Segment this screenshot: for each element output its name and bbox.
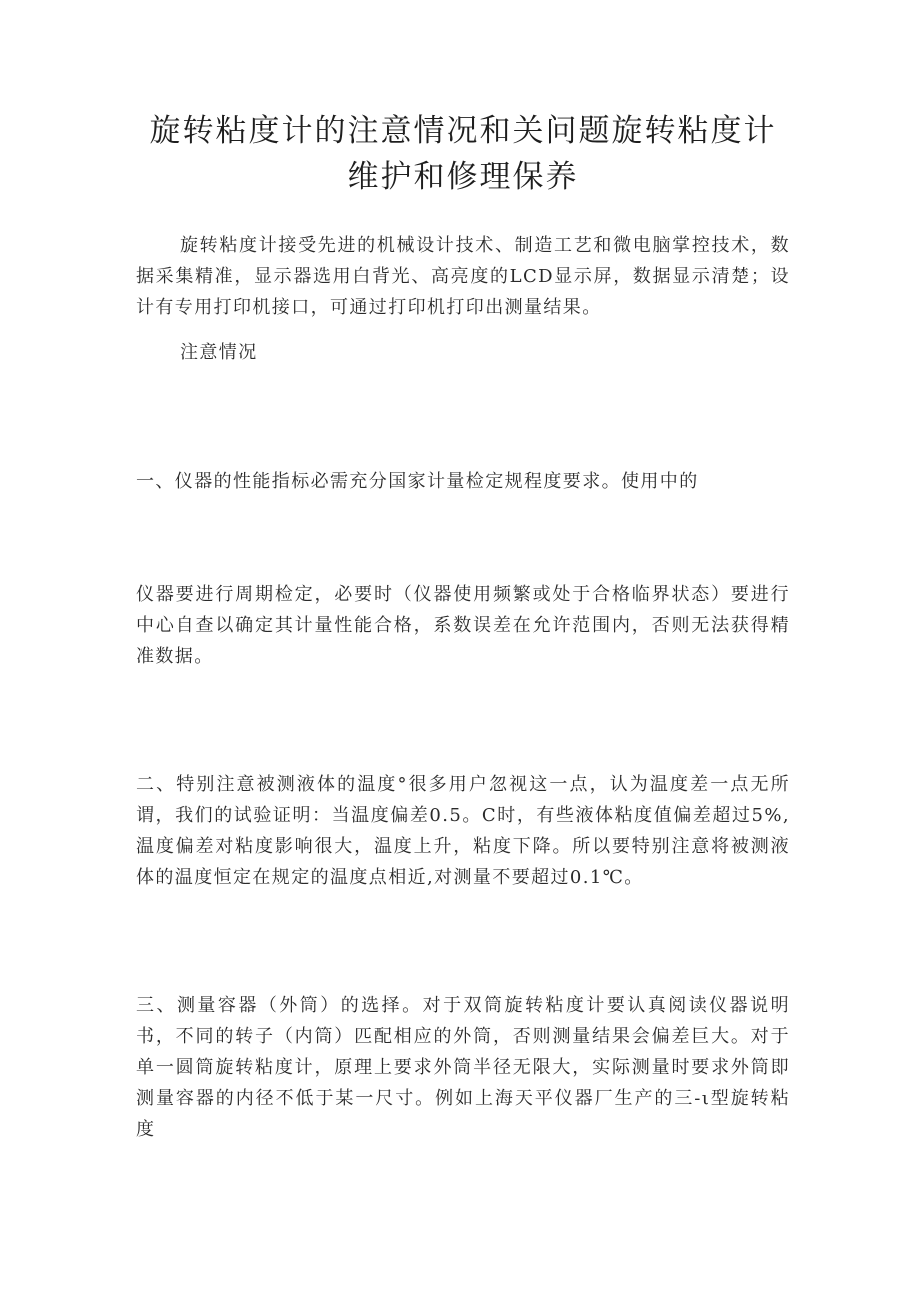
document-title xyxy=(136,108,790,200)
intro-paragraph: 旋转粘度计接受先进的机械设计技术、制造工艺和微电脑掌控技术，数据采集精准，显示器选用白背光、高亮度的LCD显示屏，数据显示清楚；设计有专用打印机接口，可通过打印机打印出测量结果。 xyxy=(136,235,790,318)
notice-heading: 注意情况 xyxy=(180,342,258,363)
item-1-first-line: 一、仪器的性能指标必需充分国家计量检定规程度要求。使用中的 xyxy=(136,471,699,492)
item-3-paragraph: 三、测量容器（外筒）的选择。对于双筒旋转粘度计要认真阅读仪器说明书，不同的转子（内筒）匹配相应的外筒，否则测量结果会偏差巨大。对于单一圆筒旋转粘度计，原理上要求外筒半径无限大，实际测量时要求外筒即测量容器的内径不低于某一尺寸。例如上海天平仪器厂生产的三-ι型旋转粘度 xyxy=(136,995,790,1140)
title-line-2: 维护和修理保养 xyxy=(347,159,579,195)
item-2-paragraph: 二、特别注意被测液体的温度°很多用户忽视这一点，认为温度差一点无所谓，我们的试验证明：当温度偏差0.5。C时，有些液体粘度值偏差超过5%,温度偏差对粘度影响很大，温度上升，粘度下降。所以要特别注意将被测液体的温度恒定在规定的温度点相近,对测量不要超过0.1℃。 xyxy=(136,774,790,888)
title-line-1: 旋转粘度计的注意情况和关问题旋转粘度计 xyxy=(149,113,777,149)
item-1-continuation: 仪器要进行周期检定，必要时（仪器使用频繁或处于合格临界状态）要进行中心自查以确定其计量性能合格，系数误差在允许范围内，否则无法获得精准数据。 xyxy=(136,584,790,667)
